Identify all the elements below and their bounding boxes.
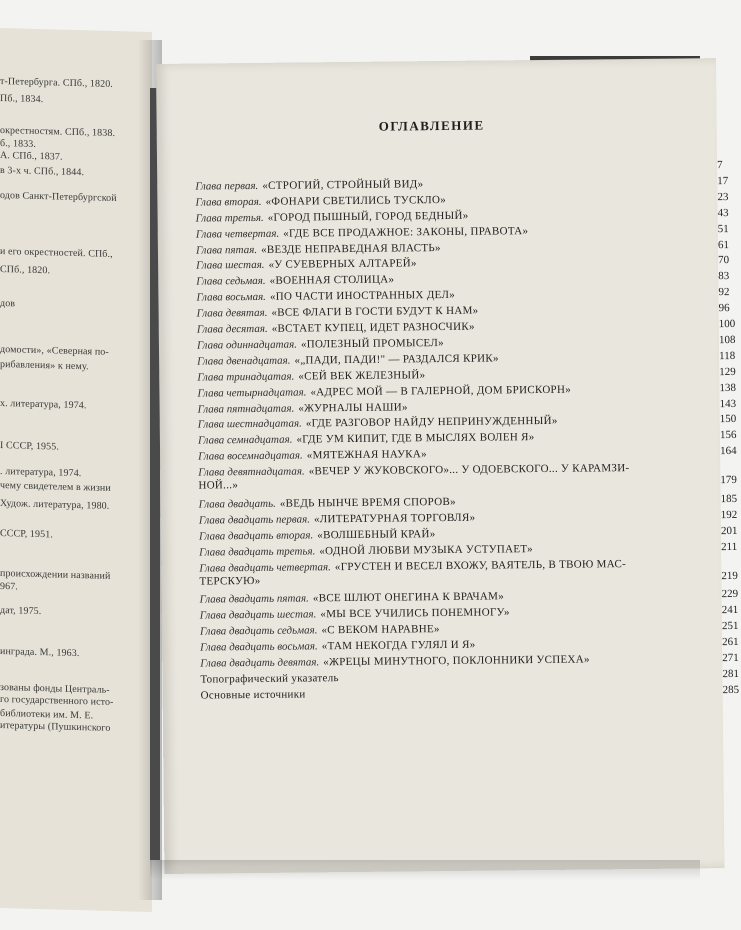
chapter-title: «„ПАДИ, ПАДИ!" — РАЗДАЛСЯ КРИК» bbox=[294, 352, 499, 367]
toc-entry bbox=[199, 540, 738, 559]
toc-entry bbox=[195, 159, 723, 172]
page-bottom-shadow bbox=[150, 860, 700, 880]
chapter-title: «ОДНОЙ ЛЮБВИ МУЗЫКА УСТУПАЕТ» bbox=[319, 542, 533, 557]
chapter-title-continuation: НОЙ...» bbox=[198, 479, 239, 492]
left-page-line: . литература, 1974. bbox=[0, 466, 82, 480]
chapter-title: «ВОЛШЕБНЫЙ КРАЙ» bbox=[317, 527, 436, 542]
left-page-line: и его окрестностей. СПб., bbox=[0, 246, 113, 260]
chapter-label: Глава восемнадцатая. bbox=[198, 449, 303, 463]
left-page-line: Худож. литература, 1980. bbox=[0, 498, 110, 512]
toc-entry bbox=[199, 604, 739, 622]
chapter-label: Глава вторая. bbox=[195, 195, 262, 209]
left-page-line: 967. bbox=[0, 581, 18, 593]
toc-entry bbox=[200, 667, 739, 686]
page-number: 43 bbox=[717, 206, 729, 219]
page-number: 92 bbox=[718, 286, 730, 299]
toc-entry bbox=[199, 620, 739, 638]
chapter-title: «ВЕДЬ НЫНЧЕ ВРЕМЯ СПОРОВ» bbox=[279, 495, 456, 510]
right-page bbox=[156, 58, 740, 874]
toc-entry bbox=[195, 174, 729, 193]
left-page-line: одов Санкт-Петербургской bbox=[0, 190, 117, 205]
page-number: 251 bbox=[721, 620, 739, 633]
toc-entry bbox=[200, 683, 740, 702]
page-number: 261 bbox=[722, 635, 739, 649]
left-page-line: СПб., 1820. bbox=[0, 264, 51, 277]
chapter-label: Глава десятая. bbox=[196, 322, 268, 336]
toc-entry bbox=[196, 286, 730, 304]
page-number: 129 bbox=[719, 365, 736, 378]
chapter-title: «ВСТАЕТ КУПЕЦ, ИДЕТ РАЗНОСЧИК» bbox=[271, 320, 475, 335]
chapter-label: Глава девятая. bbox=[196, 306, 268, 320]
chapter-title: «ПО ЧАСТИ ИНОСТРАННЫХ ДЕЛ» bbox=[269, 289, 456, 304]
chapter-title: «ГДЕ РАЗГОВОР НАЙДУ НЕПРИНУЖДЕННЫЙ» bbox=[305, 415, 558, 430]
toc-entry bbox=[200, 635, 739, 654]
toc-entry bbox=[197, 397, 737, 416]
left-page-line: домости», «Северная по- bbox=[0, 344, 109, 358]
page-number: 23 bbox=[717, 190, 729, 203]
chapter-label: Глава восьмая. bbox=[196, 291, 266, 304]
chapter-title: «СЕЙ ВЕК ЖЕЛЕЗНЫЙ» bbox=[298, 368, 426, 383]
chapter-label: Глава двадцать первая. bbox=[198, 513, 311, 527]
chapter-title: «ФОНАРИ СВЕТИЛИСЬ ТУСКЛО» bbox=[265, 193, 447, 208]
chapter-title: Основные источники bbox=[200, 688, 306, 702]
chapter-label: Глава семнадцатая. bbox=[197, 433, 293, 447]
toc-entry bbox=[197, 413, 737, 432]
page-number: 164 bbox=[720, 445, 737, 458]
chapter-label: Глава пятая. bbox=[195, 243, 258, 257]
chapter-label: Глава двадцать. bbox=[198, 497, 276, 511]
chapter-title: Топографический указатель bbox=[200, 671, 339, 686]
toc-entry bbox=[198, 461, 737, 492]
chapter-title: «ГДЕ ВСЕ ПРОДАЖНОЕ: ЗАКОНЫ, ПРАВОТА» bbox=[283, 224, 529, 240]
left-page-line: в 3-х ч. СПб., 1844. bbox=[0, 165, 85, 179]
chapter-label: Глава двадцать третья. bbox=[199, 544, 316, 559]
toc-entry bbox=[197, 429, 737, 447]
left-page-line: б., 1833. bbox=[0, 138, 36, 150]
page-number: 229 bbox=[721, 588, 739, 601]
page-number: 285 bbox=[722, 683, 740, 696]
page-number: 192 bbox=[720, 508, 738, 521]
left-page-line: итературы (Пушкинского bbox=[0, 720, 111, 734]
page-title: ОГЛАВЛЕНИЕ bbox=[378, 117, 485, 134]
chapter-label: Глава двадцать шестая. bbox=[199, 608, 317, 622]
toc-entry bbox=[195, 206, 729, 225]
page-number: 185 bbox=[720, 492, 738, 506]
chapter-title: «МЯТЕЖНАЯ НАУКА» bbox=[306, 448, 428, 462]
page-number: 138 bbox=[719, 381, 736, 394]
page-number: 179 bbox=[720, 474, 737, 487]
toc-entry bbox=[198, 524, 738, 543]
toc-entry bbox=[196, 302, 730, 320]
chapter-label: Глава двадцать вторая. bbox=[198, 529, 314, 543]
chapter-title: «ВЕЧЕР У ЖУКОВСКОГО»... У ОДОЕВСКОГО... У КАРАМЗИ- bbox=[308, 462, 630, 478]
chapter-title: «ЖУРНАЛЫ НАШИ» bbox=[298, 400, 408, 415]
toc-entry bbox=[197, 349, 736, 368]
chapter-title: «С ВЕКОМ НАРАВНЕ» bbox=[321, 623, 440, 637]
left-page-line: го государственного исто- bbox=[0, 694, 114, 708]
chapter-label: Глава тринадцатая. bbox=[197, 370, 295, 384]
chapter-title: «АДРЕС МОЙ — В ГАЛЕРНОЙ, ДОМ БРИСКОРН» bbox=[310, 383, 572, 398]
toc-entry bbox=[195, 190, 729, 209]
chapter-title: «ГОРОД ПЫШНЫЙ, ГОРОД БЕДНЫЙ» bbox=[267, 209, 469, 224]
chapter-title: «ПОЛЕЗНЫЙ ПРОМЫСЕЛ» bbox=[300, 336, 445, 351]
left-page-line: х. литература, 1974. bbox=[0, 398, 87, 412]
left-page-line: окрестностям. СПб., 1838. bbox=[0, 125, 116, 140]
toc-entry bbox=[195, 238, 729, 257]
toc-entry bbox=[197, 381, 736, 400]
page-number: 96 bbox=[718, 302, 730, 315]
chapter-label: Глава четырнадцатая. bbox=[197, 386, 307, 400]
chapter-title-continuation: ТЕРСКУЮ» bbox=[199, 574, 261, 588]
page-number: 201 bbox=[720, 524, 738, 537]
left-page-line: Пб., 1834. bbox=[0, 93, 44, 106]
chapter-label: Глава седьмая. bbox=[196, 275, 266, 288]
toc-entry bbox=[198, 508, 738, 527]
left-page-line: зованы фонды Централь- bbox=[0, 682, 110, 696]
toc-entry bbox=[198, 445, 737, 463]
toc-entry bbox=[196, 333, 736, 352]
toc-entry bbox=[197, 365, 736, 384]
page-number: 83 bbox=[718, 270, 730, 283]
chapter-label: Глава шестнадцатая. bbox=[197, 417, 302, 431]
page-number: 61 bbox=[717, 238, 729, 251]
left-page bbox=[0, 28, 152, 912]
left-page-line: чему свидетелем в жизни bbox=[0, 480, 111, 494]
page-number: 108 bbox=[718, 333, 736, 347]
chapter-label: Глава пятнадцатая. bbox=[197, 402, 295, 416]
chapter-label: Глава двадцать пятая. bbox=[199, 592, 309, 606]
page-number: 150 bbox=[719, 413, 737, 426]
page-number: 281 bbox=[722, 667, 739, 680]
page-number: 17 bbox=[717, 174, 729, 188]
chapter-label: Глава двадцать седьмая. bbox=[199, 624, 318, 638]
toc-entry bbox=[200, 651, 739, 670]
left-page-line: происхождении названий bbox=[0, 568, 111, 582]
page-number: 51 bbox=[717, 222, 729, 235]
chapter-title: «МЫ ВСЕ УЧИЛИСЬ ПОНЕМНОГУ» bbox=[320, 606, 510, 621]
page-number: 271 bbox=[722, 651, 739, 664]
chapter-title: «ВОЕННАЯ СТОЛИЦА» bbox=[269, 273, 395, 288]
chapter-title: «ЖРЕЦЫ МИНУТНОГО, ПОКЛОННИКИ УСПЕХА» bbox=[323, 653, 590, 669]
chapter-label: Глава первая. bbox=[195, 179, 259, 193]
chapter-title: «У СУЕВЕРНЫХ АЛТАРЕЙ» bbox=[268, 257, 417, 272]
chapter-label: Глава двенадцатая. bbox=[197, 354, 291, 368]
chapter-label: Глава девятнадцатая. bbox=[198, 465, 305, 479]
toc-entry bbox=[199, 588, 739, 606]
page-number: 100 bbox=[718, 317, 736, 331]
chapter-label: Глава третья. bbox=[195, 211, 264, 225]
page-number: 118 bbox=[719, 349, 736, 362]
chapter-label: Глава двадцать девятая. bbox=[200, 656, 320, 670]
left-page-line: А. СПб., 1837. bbox=[0, 150, 63, 163]
chapter-label: Глава шестая. bbox=[196, 259, 265, 272]
chapter-title: «ВЕЗДЕ НЕПРАВЕДНАЯ ВЛАСТЬ» bbox=[260, 241, 441, 256]
chapter-title: «ГДЕ УМ КИПИТ, ГДЕ В МЫСЛЯХ ВОЛЕН Я» bbox=[296, 431, 535, 446]
toc-entry bbox=[196, 317, 736, 336]
page-number: 156 bbox=[719, 429, 737, 442]
page-number: 211 bbox=[721, 540, 738, 553]
left-page-line: инграда. М., 1963. bbox=[0, 646, 80, 660]
toc-entry bbox=[196, 270, 730, 288]
page-number: 241 bbox=[721, 604, 739, 617]
page-number: 143 bbox=[719, 397, 737, 410]
left-page-line: I СССР, 1955. bbox=[0, 440, 59, 453]
page-number: 70 bbox=[718, 254, 730, 267]
chapter-title: «ГРУСТЕН И ВЕСЕЛ ВХОЖУ, ВАЯТЕЛЬ, В ТВОЮ МАС- bbox=[334, 557, 627, 573]
left-page-line: СССР, 1951. bbox=[0, 528, 53, 541]
chapter-title: «ТАМ НЕКОГДА ГУЛЯЛ И Я» bbox=[321, 638, 476, 653]
chapter-label: Глава четвертая. bbox=[195, 227, 280, 241]
toc-entry bbox=[198, 492, 738, 511]
left-page-line: т-Петербурга. СПб., 1820. bbox=[0, 76, 113, 90]
chapter-title: «ВСЕ ФЛАГИ В ГОСТИ БУДУТ К НАМ» bbox=[271, 304, 479, 319]
left-page-line: библиотеки им. М. Е. bbox=[0, 708, 94, 722]
chapter-title: «СТРОГИЙ, СТРОЙНЫЙ ВИД» bbox=[262, 178, 424, 192]
toc-entry bbox=[196, 254, 730, 273]
chapter-label: Глава двадцать четвертая. bbox=[199, 560, 331, 575]
page-number: 219 bbox=[721, 569, 738, 582]
toc-entry bbox=[195, 222, 729, 241]
chapter-label: Глава одиннадцатая. bbox=[196, 338, 298, 352]
chapter-title: «ВСЕ ШЛЮТ ОНЕГИНА К ВРАЧАМ» bbox=[312, 590, 505, 605]
left-page-line: рибавления» к нему. bbox=[0, 359, 89, 373]
chapter-label: Глава двадцать восьмая. bbox=[200, 640, 318, 654]
toc-entry bbox=[199, 557, 738, 588]
chapter-title: «ЛИТЕРАТУРНАЯ ТОРГОВЛЯ» bbox=[313, 511, 476, 526]
left-page-line: дат, 1975. bbox=[0, 605, 42, 618]
page-number: 7 bbox=[717, 159, 723, 172]
left-page-line: дов bbox=[0, 298, 16, 310]
